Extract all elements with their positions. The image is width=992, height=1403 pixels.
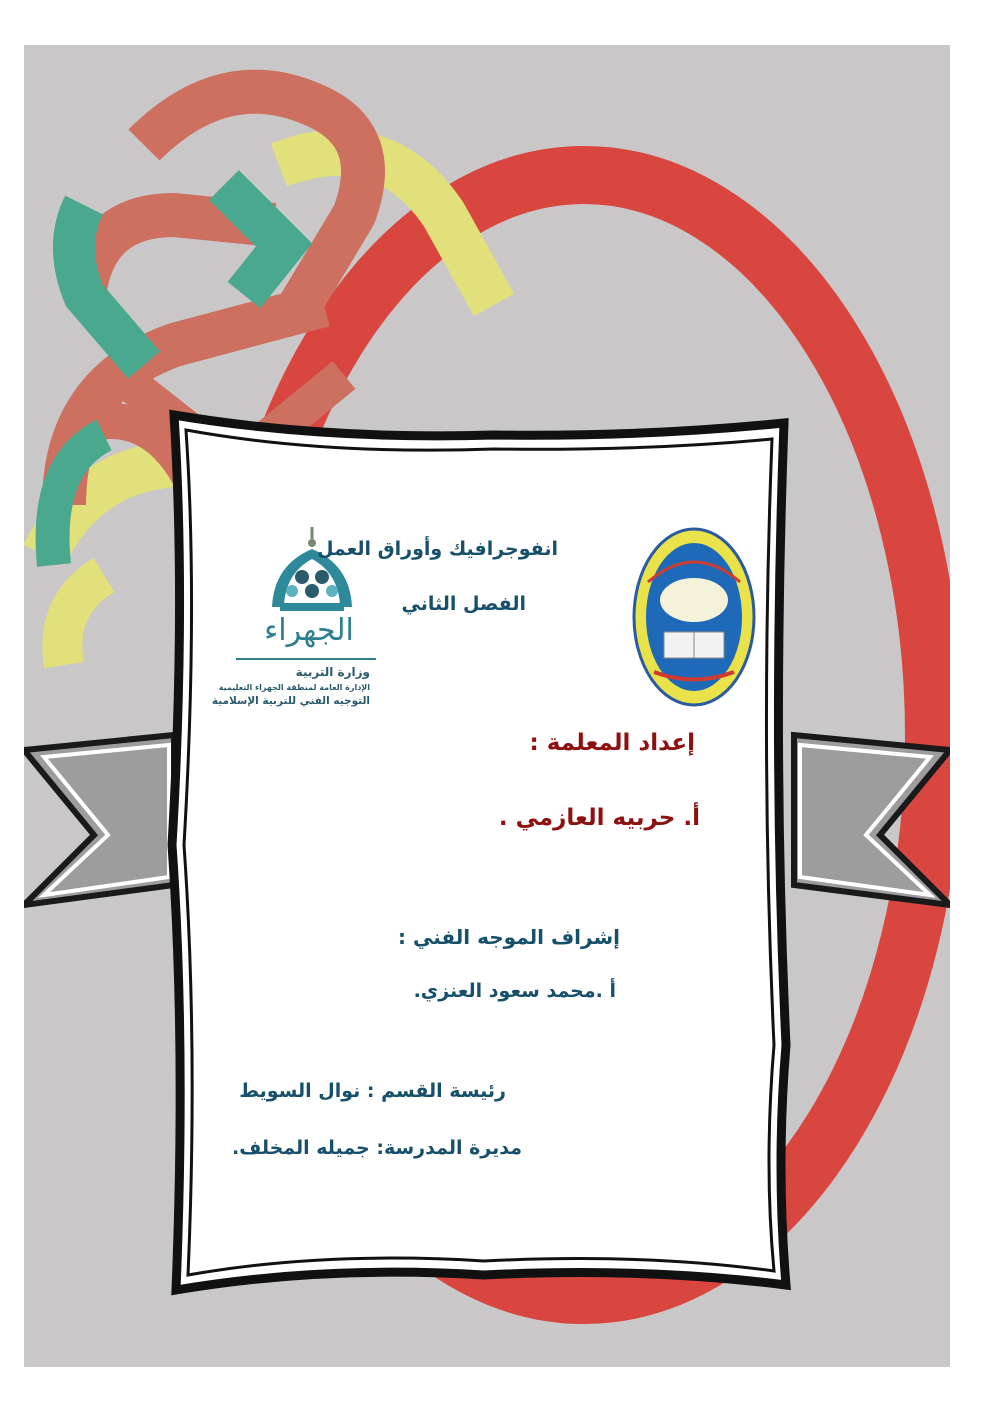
school-seal-emblem: [624, 522, 764, 712]
directorate-text: الإدارة العامة لمنطقة الجهراء التعليمية: [218, 683, 370, 692]
logo-divider: [236, 658, 376, 660]
department-head: رئيسة القسم : نوال السويط: [239, 1080, 506, 1102]
yellow-knot-band: [62, 575, 104, 665]
ministry-text: وزارة التربية: [295, 665, 370, 679]
school-principal: مديرة المدرسة: جميله المخلف.: [231, 1137, 522, 1159]
cover-page: [24, 45, 950, 1367]
jahra-brand-text: الجهراء: [264, 613, 354, 648]
decorative-background: [24, 45, 950, 1367]
prepared-by-label: إعداد المعلمة :: [529, 730, 695, 756]
department-text: التوجيه الفني للتربية الإسلامية: [211, 695, 370, 707]
page-subtitle: الفصل الثاني: [401, 593, 526, 615]
teacher-name: أ. حربيه العازمي .: [498, 805, 700, 831]
page-title: انفوجرافيك وأوراق العمل: [316, 538, 558, 560]
supervision-label: إشراف الموجه الفني :: [398, 925, 620, 949]
school-seal-icon: [624, 522, 764, 712]
supervisor-name: أ .محمد سعود العنزي.: [413, 980, 616, 1002]
